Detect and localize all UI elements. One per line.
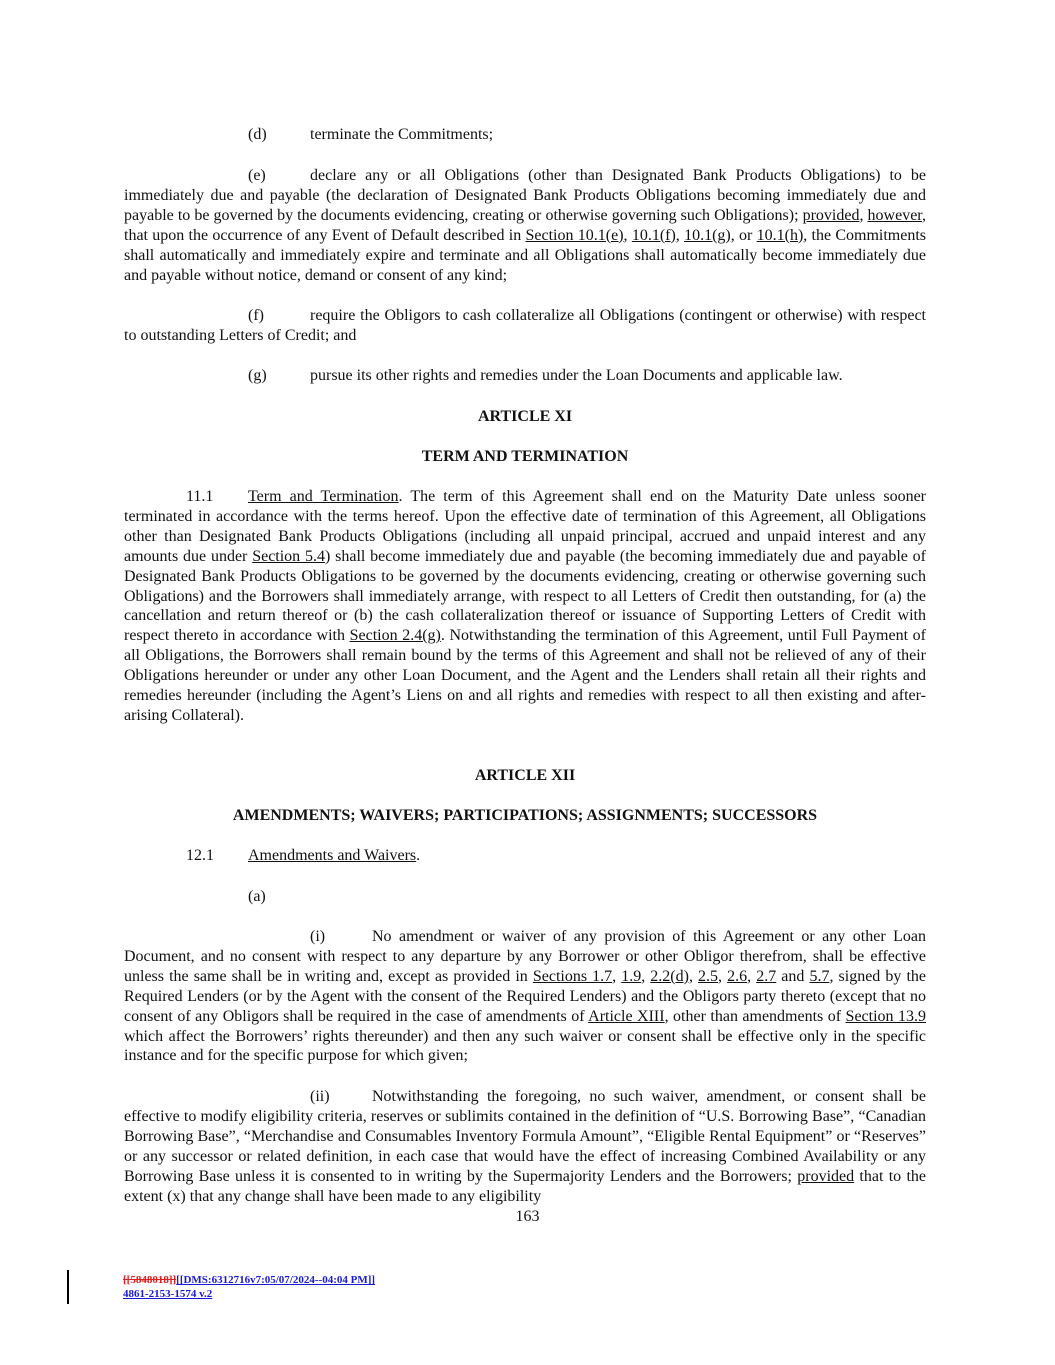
- section-12-1-number: 12.1: [186, 847, 214, 864]
- section-ref: Section 10.1(e): [525, 226, 624, 244]
- section-ref: 5.7: [809, 967, 830, 985]
- page-number: 163: [515, 1208, 540, 1225]
- article-xi-subheading: TERM AND TERMINATION: [421, 448, 629, 465]
- section-12-1-heading: [248, 846, 420, 866]
- text-run: ,: [859, 206, 868, 224]
- text-run: ) shall become immediately due and payable (the becoming immediately due and payable of Designated Bank Products Obligations to be governed by the documents evidencing, creating or otherwise governing such Obligations) and the Borrowers shall immediately arrange, with respect to all Letters of Credit then outstanding, for (a) the cancellation and return thereof or (b) the cash collateralization thereof or issuance of Supporting Letters of Credit with respect thereto in accordance with: [124, 547, 927, 645]
- section-ref: 1.9: [621, 967, 642, 985]
- section-11-1-paragraph: [124, 487, 926, 726]
- provided-term: provided: [797, 1167, 855, 1185]
- text-run: which affect the Borrowers’ rights thereunder) and then any such waiver or consent shall be effective only in the specific instance and for the specific purpose for which given;: [124, 1027, 926, 1065]
- item-e-label: (e): [248, 167, 266, 184]
- item-e-paragraph: [124, 166, 926, 285]
- text-run: ,: [718, 967, 728, 985]
- text-run: Notwithstanding the foregoing, no such waiver, amendment, or consent shall be effective to modify eligibility criteria, reserves or sublimits contained in the definition of “U.S. Borrowing Base”, “Canadian Borrowing Base”, “Merchandise and Consumables Inventory Formula Amount”, “Eligible Rental Equipment” or “Reserves” or any successor or related definition, in each case that would have the effect of increasing Combined Availability or any Borrowing Base unless it is consented to in writing by the Supermajority Lenders and the Borrowers;: [124, 1088, 926, 1185]
- section-ref: 2.6: [727, 967, 748, 985]
- text-run: . The term of this Agreement shall end on the Maturity Date unless sooner terminated in accordance with the terms hereof. Upon the effective date of termination of this Agreement, all Obligations other than Designated Bank Products Obligations (including all unpaid principal, accrued and unpaid interest and any amounts due under: [124, 488, 927, 565]
- text-run: , or: [730, 226, 757, 244]
- article-xii-subheading: AMENDMENTS; WAIVERS; PARTICIPATIONS; ASSIGNMENTS; SUCCESSORS: [232, 807, 818, 824]
- provided-term: provided: [802, 206, 860, 224]
- text-run: ,: [688, 967, 699, 985]
- section-ref: 2.7: [756, 967, 777, 985]
- item-g-text: pursue its other rights and remedies under the Loan Documents and applicable law.: [310, 367, 843, 384]
- article-xii-heading: ARTICLE XII: [474, 767, 576, 784]
- section-ref: Section 5.4: [252, 547, 325, 565]
- section-ref: Article XIII: [588, 1007, 665, 1025]
- text-run: ,: [623, 226, 632, 244]
- text-run: ,: [612, 967, 622, 985]
- text-run: ,: [747, 967, 757, 985]
- section-12-1-title: Amendments and Waivers: [248, 847, 417, 864]
- text-run: , that upon the occurrence of any Event of Default described in: [124, 206, 926, 244]
- text-run: ,: [641, 967, 651, 985]
- item-d-text: terminate the Commitments;: [310, 126, 494, 143]
- however-term: however: [867, 206, 922, 224]
- item-ii-paragraph: [124, 1087, 926, 1206]
- section-ref: 10.1(h): [756, 226, 804, 244]
- item-a-label: (a): [248, 888, 266, 905]
- section-ref: Section 2.4(g): [349, 627, 441, 645]
- item-f-paragraph: require the Obligors to cash collateralize all Obligations (contingent or otherwise) with respect to outstanding Letters of Credit; and: [124, 307, 926, 344]
- section-ref: 2.5: [698, 967, 719, 985]
- footer-doc-number: 4861-2153-1574 v.2: [123, 1288, 213, 1300]
- item-f-label: (f): [248, 307, 264, 324]
- inserted-doc-id: [[DMS:6312716v7:05/07/2024--04:04 PM]]: [176, 1274, 376, 1286]
- item-ii-label: (ii): [310, 1088, 330, 1105]
- text-run: that to the extent (x) that any change shall have been made to any eligibility: [124, 1167, 927, 1205]
- article-xi-heading: ARTICLE XI: [477, 408, 573, 425]
- item-g-label: (g): [248, 367, 267, 384]
- item-i-paragraph: [124, 927, 926, 1066]
- item-d-label: (d): [248, 126, 267, 143]
- section-ref: 2.2(d): [650, 967, 689, 985]
- text-run: , other than amendments of: [664, 1007, 846, 1025]
- item-i-label: (i): [310, 928, 326, 945]
- text-run: . Notwithstanding the termination of this Agreement, until Full Payment of all Obligations, the Borrowers shall remain bound by the terms of this Agreement and shall not be relieved of any of their Obligations hereunder or under any other Loan Document, and the Agent and the Lenders shall retain all their rights and remedies hereunder (including the Agent’s Liens on and all rights and remedies with respect to all then existing and after-arising Collateral).: [124, 627, 926, 724]
- text-run: and: [776, 967, 810, 985]
- change-bar: [67, 1270, 69, 1304]
- section-11-1-number: 11.1: [186, 488, 214, 505]
- text-run: , the Commitments shall automatically and immediately expire and terminate and all Obligations shall automatically become immediately due and payable without notice, demand or consent of any kind;: [124, 226, 927, 284]
- footer-dms-line: [123, 1273, 375, 1287]
- text-run: .: [416, 847, 421, 864]
- section-11-1-title: Term and Termination: [248, 488, 399, 505]
- deleted-doc-id: [[5848018]]: [123, 1274, 177, 1286]
- text-run: ,: [675, 226, 685, 244]
- section-ref: 10.1(f): [631, 226, 676, 244]
- text-run: , signed by the Required Lenders (or by the Agent with the consent of the Required Lenders) and the Obligors party thereto (except that no consent of any Obligors shall be required in the case of amendments of: [124, 967, 927, 1025]
- text-run: No amendment or waiver of any provision of this Agreement or any other Loan Document, and no consent with respect to any departure by any Borrower or other Obligor therefrom, shall be effective unless the same shall be in writing and, except as provided in: [124, 928, 926, 985]
- document-footer: [123, 1273, 375, 1301]
- section-ref: 10.1(g): [684, 226, 731, 244]
- section-ref: Section 13.9: [845, 1007, 927, 1025]
- section-ref: Sections 1.7: [532, 967, 613, 985]
- text-run: declare any or all Obligations (other than Designated Bank Products Obligations) to be immediately due and payable (the declaration of Designated Bank Products Obligations becoming immediately due and payable to be governed by the documents evidencing, creating or otherwise governing such Obligations);: [124, 167, 926, 224]
